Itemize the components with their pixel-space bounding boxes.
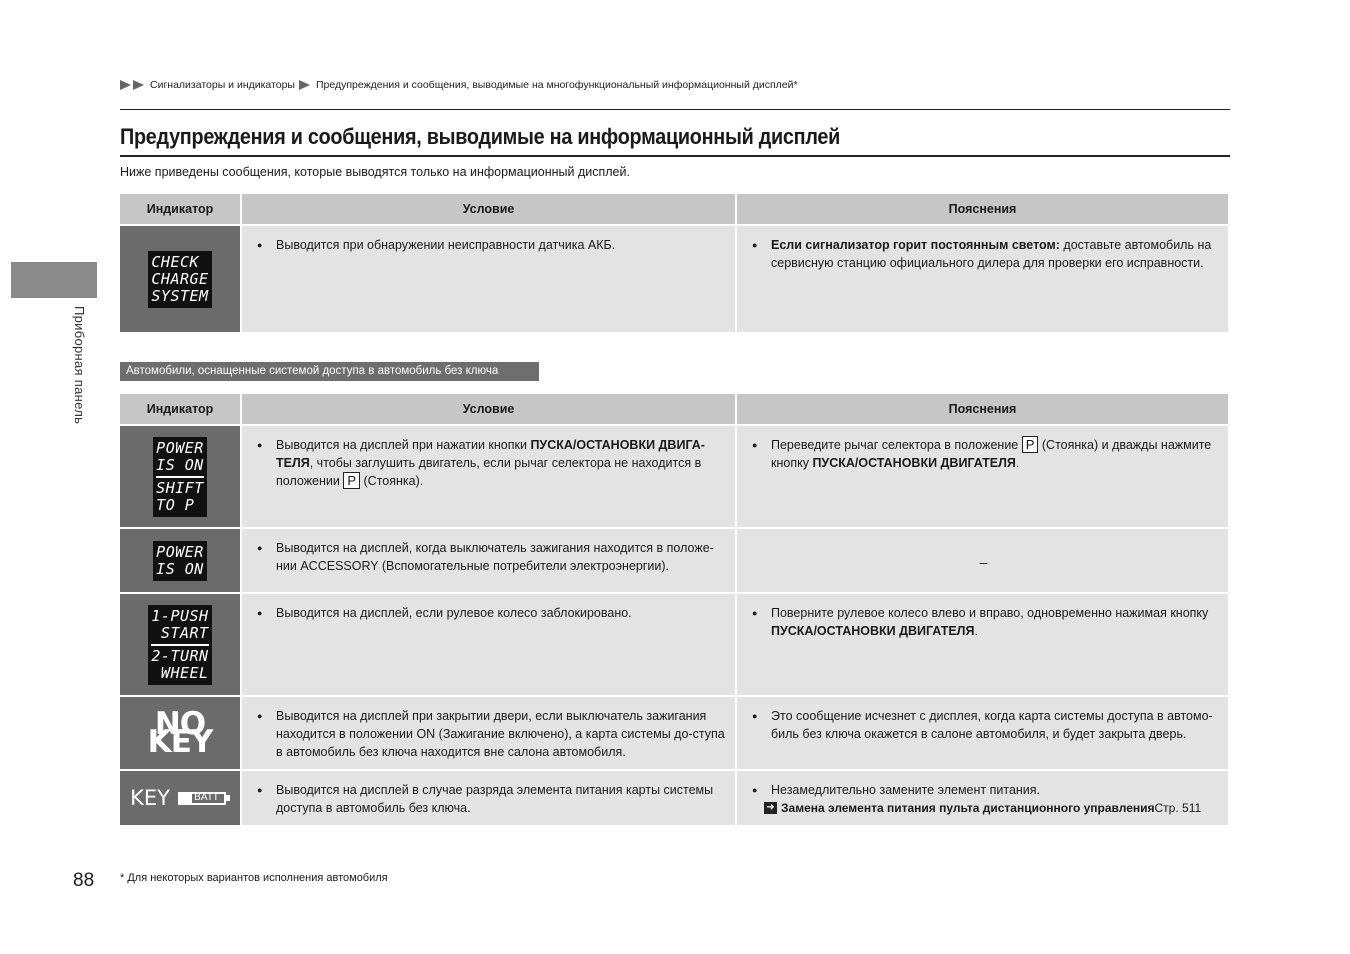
push-start-turn-wheel-indicator	[148, 605, 211, 685]
condition-text: ● Выводится при обнаружении неисправности датчика АКБ.	[254, 236, 725, 254]
explanation-text	[749, 604, 1218, 640]
condition-cell	[242, 226, 735, 332]
lcd-line: 1-PUSH	[151, 606, 209, 625]
intro-text: Ниже приведены сообщения, которые выводятся только на информационный дисплей.	[120, 165, 630, 179]
power-on-indicator	[153, 541, 207, 581]
lcd-line: START	[151, 623, 209, 642]
arrow-icon	[133, 80, 144, 90]
text: , чтобы заглушить двигатель, если рычаг селектора не находится в положении	[276, 456, 702, 488]
reference-page: Стр. 511	[1154, 801, 1202, 815]
lcd-separator	[151, 644, 208, 646]
header-indicator: Индикатор	[120, 194, 240, 224]
reference-arrow-icon: ➜	[764, 802, 777, 814]
text: .	[974, 624, 978, 638]
divider	[120, 109, 1230, 110]
table-row	[120, 226, 1228, 332]
explanation-cell	[737, 771, 1228, 825]
section-tab[interactable]	[11, 262, 97, 298]
table-row	[120, 594, 1228, 695]
lcd-line: 2-TURN	[151, 646, 209, 665]
condition-text: ● Выводится на дисплей, когда выключатель зажигания находится в положе-нии ACCESSORY (Вспомогательные потребители электроэнергии).	[254, 539, 725, 575]
lcd-line: CHECK	[151, 252, 200, 271]
explanation-text	[749, 236, 1218, 272]
power-shift-indicator	[153, 437, 207, 517]
button-name: ПУСКА/ОСТАНОВКИ ДВИГАТЕЛЯ	[812, 456, 1016, 470]
lcd-separator	[156, 476, 204, 478]
explanation-cell	[737, 594, 1228, 695]
explanation-text	[749, 436, 1218, 472]
header-condition: Условие	[242, 394, 735, 424]
reference-title: Замена элемента питания пульта дистанционного управления	[781, 801, 1155, 815]
condition-cell	[242, 771, 735, 825]
indicator-cell	[120, 226, 240, 332]
footnote: * Для некоторых вариантов исполнения автомобиля	[120, 872, 388, 884]
lcd-line: CHARGE	[151, 269, 209, 288]
text: (Стоянка).	[360, 474, 424, 488]
arrow-icon	[299, 80, 310, 90]
condition-cell	[242, 426, 735, 527]
text: .	[1015, 456, 1020, 470]
no-key-indicator: NO KEY	[147, 706, 213, 760]
condition-text	[254, 436, 725, 490]
page-title: Предупреждения и сообщения, выводимые на информационный дисплей	[120, 124, 841, 149]
condition-text: ● Выводится на дисплей при закрытии двери, если выключатель зажигания находится в положении ON (Зажигание включено), а карта системы до-ступа в автомобиль без ключа находится вне салона автомобиля.	[254, 707, 725, 761]
lcd-line: SHIFT	[156, 478, 204, 497]
header-explanation: Пояснения	[737, 194, 1228, 224]
explanation-cell: –	[737, 529, 1228, 592]
park-position-icon: P	[1022, 436, 1039, 453]
lcd-line: SYSTEM	[151, 286, 209, 305]
text: Поверните рулевое колесо влево и вправо, одновременно нажимая кнопку	[771, 606, 1209, 620]
lcd-line: POWER	[156, 438, 204, 457]
explanation-bold: Если сигнализатор горит постоянным светом:	[771, 238, 1060, 252]
condition-cell	[242, 594, 735, 695]
breadcrumb-item[interactable]: Сигнализаторы и индикаторы	[150, 79, 295, 91]
indicator-cell	[120, 697, 240, 769]
header-explanation: Пояснения	[737, 394, 1228, 424]
explanation-text: ● Это сообщение исчезнет с дисплея, когда карта системы доступа в автомо-биль без ключа окажется в салоне автомобиля, и будет закрыта дверь.	[749, 707, 1218, 743]
section-badge: Автомобили, оснащенные системой доступа в автомобиль без ключа	[120, 362, 539, 381]
divider	[120, 155, 1230, 157]
lcd-line: IS ON	[156, 455, 204, 474]
text: (Стоянка) и дважды нажмите кнопку	[771, 438, 1212, 470]
lcd-line: WHEEL	[151, 663, 209, 682]
breadcrumb	[120, 79, 798, 91]
table-row	[120, 529, 1228, 592]
text: Переведите рычаг селектора в положение	[771, 438, 1022, 452]
condition-text: ● Выводится на дисплей в случае разряда элемента питания карты системы доступа в автомобиль без ключа.	[254, 781, 725, 817]
keyless-warnings-table	[118, 392, 1230, 827]
cross-reference-link[interactable]	[749, 799, 1218, 817]
page-number: 88	[73, 870, 95, 891]
explanation-body: доставьте автомобиль на сервисную станцию официального дилера для проверки его исправности.	[771, 238, 1212, 270]
condition-cell	[242, 697, 735, 769]
lcd-line: IS ON	[156, 559, 204, 578]
table-row	[120, 426, 1228, 527]
check-charge-system-indicator	[148, 251, 211, 308]
table-header-row	[120, 194, 1228, 224]
condition-text: ● Выводится на дисплей, если рулевое колесо заблокировано.	[254, 604, 725, 622]
battery-label: BATT	[193, 792, 219, 803]
explanation-cell	[737, 426, 1228, 527]
battery-icon	[178, 792, 230, 805]
header-indicator: Индикатор	[120, 394, 240, 424]
header-condition: Условие	[242, 194, 735, 224]
table-row	[120, 697, 1228, 769]
indicator-cell	[120, 529, 240, 592]
park-position-icon: P	[343, 472, 360, 489]
arrow-icon	[120, 80, 131, 90]
table-row	[120, 771, 1228, 825]
button-name: ПУСКА/ОСТАНОВКИ ДВИГАТЕЛЯ	[771, 624, 975, 638]
side-label: Приборная панель	[72, 306, 87, 425]
indicator-cell	[120, 771, 240, 825]
explanation-cell	[737, 697, 1228, 769]
button-name: ПУСКА/ОСТАНОВКИ ДВИГА-ТЕЛЯ	[276, 438, 705, 470]
condition-cell	[242, 529, 735, 592]
breadcrumb-item[interactable]: Предупреждения и сообщения, выводимые на многофункциональный информационный дисплей*	[315, 79, 798, 91]
key-label: KEY	[130, 786, 170, 810]
warnings-table	[118, 192, 1230, 334]
table-header-row	[120, 394, 1228, 424]
indicator-cell	[120, 426, 240, 527]
explanation-text: ● Незамедлительно замените элемент питания.	[749, 781, 1218, 799]
explanation-cell	[737, 226, 1228, 332]
lcd-line: POWER	[156, 542, 204, 561]
text: Выводится на дисплей при нажатии кнопки	[276, 438, 531, 452]
key-battery-indicator	[120, 786, 240, 810]
indicator-cell	[120, 594, 240, 695]
lcd-line: TO P	[156, 495, 195, 514]
